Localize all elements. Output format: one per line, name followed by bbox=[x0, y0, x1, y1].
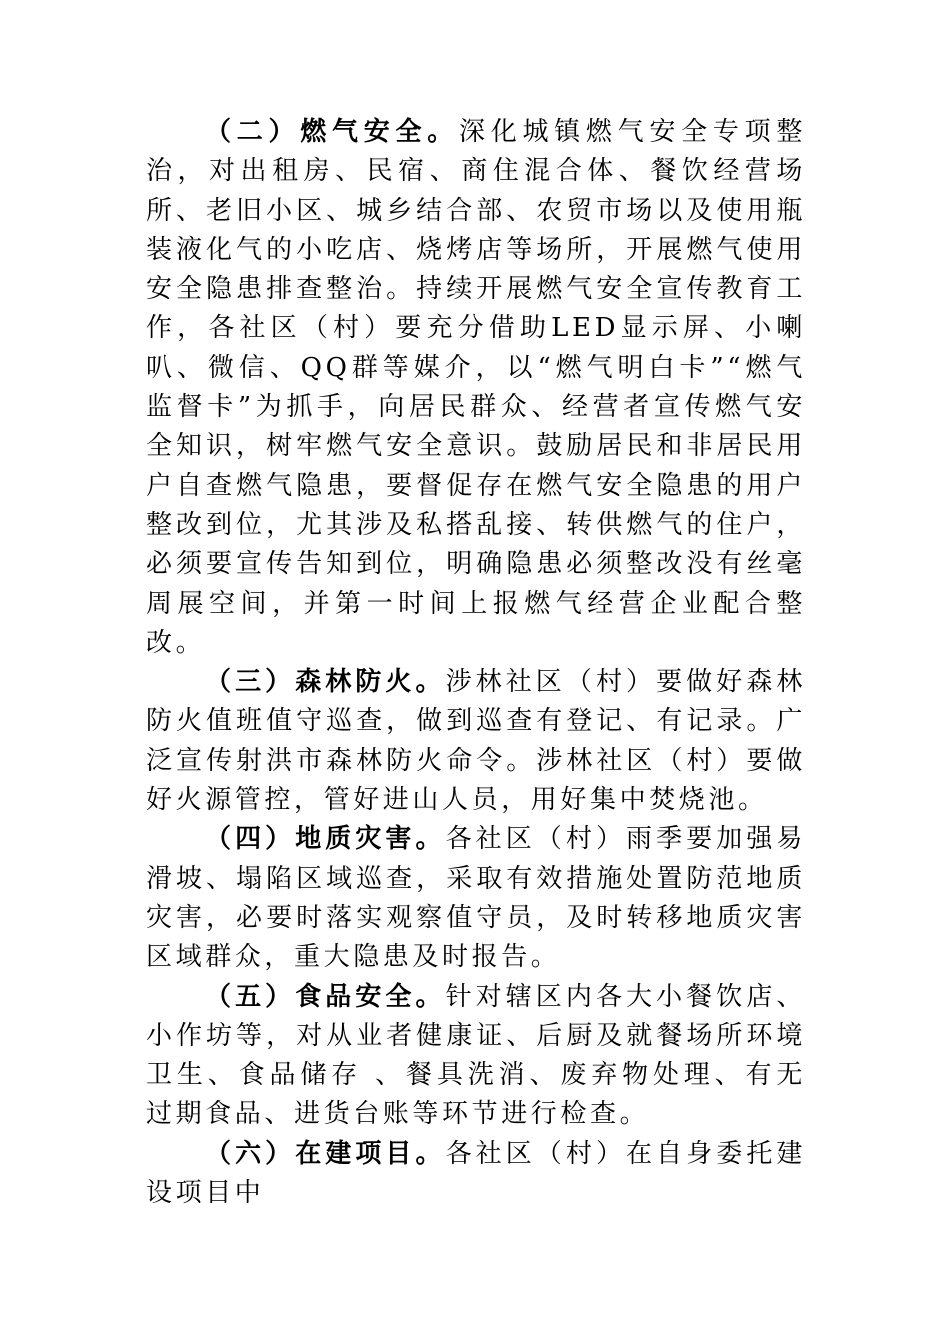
section-heading-forest-fire: （三）森林防火。 bbox=[205, 667, 446, 698]
paragraph-gas-safety bbox=[146, 113, 806, 663]
section-heading-construction-projects: （六）在建项目。 bbox=[205, 1138, 446, 1169]
section-text-geological-disaster: 各社区（村）雨季要加强易滑坡、塌陷区域巡查，采取有效措施处置防范地质灾害，必要时落实观察值守员，及时转移地质灾害区域群众，重大隐患及时报告。 bbox=[146, 824, 806, 973]
section-heading-geological-disaster: （四）地质灾害。 bbox=[205, 824, 446, 855]
paragraph-geological-disaster bbox=[146, 820, 806, 977]
section-heading-gas-safety: （二）燃气安全。 bbox=[205, 117, 459, 147]
section-heading-food-safety: （五）食品安全。 bbox=[205, 981, 446, 1012]
section-text-forest-fire: 涉林社区（村）要做好森林防火值班值守巡查，做到巡查有登记、有记录。广泛宣传射洪市森林防火命令。涉林社区（村）要做好火源管控，管好进山人员，用好集中焚烧池。 bbox=[146, 667, 806, 816]
paragraph-construction-projects bbox=[146, 1135, 806, 1214]
section-text-gas-safety: 深化城镇燃气安全专项整治，对出租房、民宿、商住混合体、餐饮经营场所、老旧小区、城乡结合部、农贸市场以及使用瓶装液化气的小吃店、烧烤店等场所，开展燃气使用安全隐患排查整治。持续开展燃气安全宣传教育工作，各社区（村）要充分借助LED显示屏、小喇叭、微信、QQ群等媒介，以“燃气明白卡”“燃气监督卡”为抓手，向居民群众、经营者宣传燃气安全知识，树牢燃气安全意识。鼓励居民和非居民用户自查燃气隐患，要督促存在燃气安全隐患的用户整改到位，尤其涉及私搭乱接、转供燃气的住户，必须要宣传告知到位，明确隐患必须整改没有丝毫周展空间，并第一时间上报燃气经营企业配合整改。 bbox=[146, 117, 806, 658]
paragraph-food-safety bbox=[146, 978, 806, 1135]
section-text-food-safety: 针对辖区内各大小餐饮店、小作坊等，对从业者健康证、后厨及就餐场所环境卫生、食品储存 、餐具洗消、废弃物处理、有无过期食品、进货台账等环节进行检查。 bbox=[146, 981, 806, 1130]
document-body bbox=[146, 113, 806, 1213]
paragraph-forest-fire bbox=[146, 663, 806, 820]
section-text-construction-projects: 各社区（村）在自身委托建设项目中 bbox=[146, 1138, 806, 1209]
